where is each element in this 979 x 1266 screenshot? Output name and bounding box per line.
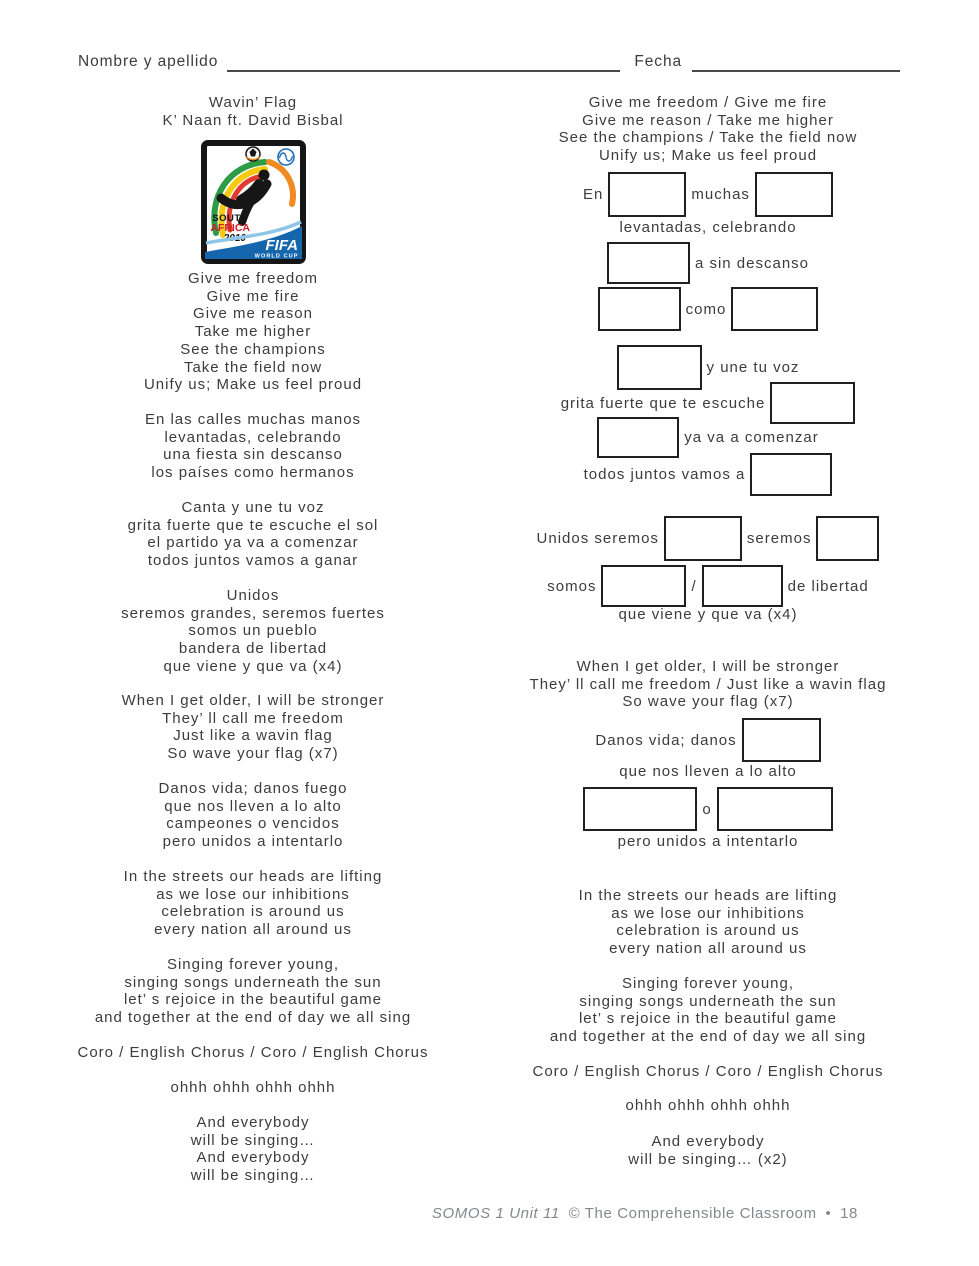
lyric-line: grita fuerte que te escuche el sol — [127, 516, 379, 534]
cloze-text: grita fuerte que te escuche — [560, 394, 766, 412]
cloze-text: Unidos seremos — [536, 530, 659, 547]
lyric-line: Unify us; Make us feel proud — [598, 147, 818, 165]
lyric-line: So wave your flag (x7) — [622, 693, 794, 711]
lyric-line: somos un pueblo — [188, 622, 318, 640]
answer-box — [601, 565, 686, 607]
cloze-text: y une tu voz — [706, 359, 800, 376]
lyric-line: In the streets our heads are lifting — [123, 868, 383, 885]
stanza — [498, 1097, 918, 1115]
lyric-line: ohhh ohhh ohhh ohhh — [170, 1079, 336, 1096]
cloze-text: somos — [547, 577, 597, 595]
lyric-line: let’ s rejoice in the beautiful game — [123, 991, 383, 1009]
lyric-line: When I get older, I will be stronger — [576, 658, 840, 675]
cloze-text: seremos — [746, 530, 812, 547]
lyric-line: Give me freedom — [187, 270, 319, 287]
lyric-line: will be singing… (x2) — [628, 1150, 788, 1168]
lyric-line: seremos grandes, seremos fuertes — [121, 604, 385, 622]
stanza — [43, 956, 463, 1027]
answer-box — [702, 565, 783, 607]
logo-container — [43, 140, 463, 264]
lyric-line: In the streets our heads are lifting — [578, 887, 838, 904]
lyric-line: Give me reason — [193, 305, 313, 323]
lyric-line: and together at the end of day we all sing — [94, 1009, 412, 1027]
lyric-line: let’ s rejoice in the beautiful game — [578, 1010, 838, 1028]
cloze-text: todos juntos vamos a — [583, 466, 746, 483]
stanza — [43, 1044, 463, 1062]
lyric-line: que nos lleven a lo alto — [164, 797, 342, 815]
lyric-line: Canta y une tu voz — [181, 499, 325, 516]
fill-line — [498, 417, 918, 458]
lyric-line: And everybody — [196, 1149, 310, 1167]
logo-fifa-text: FIFA — [265, 237, 298, 254]
page-number: 18 — [840, 1205, 858, 1222]
stanza — [43, 270, 463, 394]
fill-line — [498, 516, 918, 561]
credit-text: © The Comprehensible Classroom — [568, 1205, 817, 1222]
stanza — [43, 780, 463, 851]
answer-box — [597, 417, 679, 458]
fill-line — [498, 172, 918, 217]
lyric-line: que viene y que va (x4) — [163, 657, 343, 675]
date-label: Fecha — [634, 53, 682, 70]
cloze-text: de libertad — [787, 577, 869, 595]
fill-line — [498, 287, 918, 331]
fill-line — [498, 565, 918, 607]
lyric-line: every nation all around us — [609, 940, 807, 958]
stanza — [498, 763, 918, 781]
fifa-emblem-icon — [278, 149, 294, 165]
stanza — [498, 658, 918, 711]
lyric-line: una fiesta sin descanso — [163, 446, 343, 464]
lyric-line: Give me reason / Take me higher — [582, 111, 834, 129]
answer-box — [755, 172, 833, 217]
stanza — [43, 1114, 463, 1185]
lyric-line: Give me fire — [206, 287, 300, 305]
lyric-line: When I get older, I will be stronger — [121, 692, 385, 709]
song-header — [43, 94, 463, 129]
lyric-line: que nos lleven a lo alto — [619, 763, 797, 780]
fill-line — [498, 453, 918, 496]
lyric-line: campeones o vencidos — [166, 815, 340, 833]
lyric-line: celebration is around us — [616, 922, 800, 940]
answer-box — [816, 516, 879, 561]
lyric-line: Give me freedom / Give me fire — [588, 94, 828, 111]
name-label: Nombre y apellido — [78, 53, 219, 70]
fill-line — [498, 242, 918, 284]
lyric-line: Unify us; Make us feel proud — [143, 376, 363, 394]
cloze-text: Danos vida; danos — [595, 731, 737, 749]
lyric-line: Coro / English Chorus / Coro / English Chorus — [77, 1044, 429, 1061]
answer-box — [583, 787, 697, 831]
lyric-line: as we lose our inhibitions — [611, 904, 805, 922]
lyric-line: Danos vida; danos fuego — [158, 780, 348, 797]
series-title: SOMOS 1 Unit 11 — [431, 1205, 560, 1222]
song-artist: K’ Naan ft. David Bisbal — [162, 111, 344, 129]
lyric-line: bandera de libertad — [178, 640, 328, 658]
fifa-world-cup-2010-logo — [201, 140, 306, 264]
stanza — [498, 833, 918, 851]
footer-credit — [432, 1205, 862, 1222]
lyric-line: Coro / English Chorus / Coro / English Chorus — [532, 1063, 884, 1080]
stanza — [43, 499, 463, 570]
answer-box — [742, 718, 821, 762]
stanza — [43, 692, 463, 763]
stanza — [43, 587, 463, 676]
lyric-line: los países como hermanos — [151, 464, 355, 482]
stanza — [498, 94, 918, 165]
cloze-text: como — [685, 300, 727, 318]
fill-line — [498, 787, 918, 831]
stanza — [43, 1079, 463, 1097]
answer-box — [607, 242, 690, 284]
lyric-line: will be singing… — [190, 1131, 316, 1149]
lyric-line: levantadas, celebrando — [164, 428, 342, 446]
cloze-text: a sin descanso — [694, 254, 810, 272]
cloze-column — [498, 0, 918, 1266]
lyric-line: Singing forever young, — [166, 956, 340, 973]
answer-box — [608, 172, 686, 217]
lyric-line: Just like a wavin flag — [173, 727, 333, 745]
stanza — [498, 219, 918, 237]
stanza — [498, 975, 918, 1046]
stanza — [498, 1063, 918, 1081]
footer-separator: • — [825, 1205, 832, 1222]
lyric-line: will be singing… — [190, 1167, 316, 1185]
lyric-line: pero unidos a intentarlo — [162, 833, 344, 851]
cloze-text: o — [702, 800, 712, 818]
lyric-line: See the champions — [180, 340, 326, 358]
lyric-line: See the champions / Take the field now — [558, 129, 858, 147]
stanza — [498, 606, 918, 624]
lyric-line: ohhh ohhh ohhh ohhh — [625, 1097, 791, 1114]
lyric-line: que viene y que va (x4) — [618, 606, 798, 623]
lyric-line: todos juntos vamos a ganar — [147, 552, 359, 570]
logo-year-text: 2010 — [223, 233, 246, 244]
lyric-line: pero unidos a intentarlo — [617, 833, 799, 850]
lyric-line: as we lose our inhibitions — [156, 885, 350, 903]
lyric-line: celebration is around us — [161, 903, 345, 921]
answer-box — [750, 453, 832, 496]
cloze-text: ya va a comenzar — [684, 429, 819, 446]
logo-world-cup-text: WORLD CUP — [254, 253, 298, 260]
answer-box — [598, 287, 681, 331]
lyric-line: Singing forever young, — [621, 975, 795, 992]
lyric-line: They’ ll call me freedom — [162, 709, 344, 727]
lyric-line: levantadas, celebrando — [619, 219, 797, 236]
lyric-line: Unidos — [226, 587, 280, 604]
logo-africa-text: AFRICA — [209, 222, 250, 234]
lyric-line: En las calles muchas manos — [144, 411, 362, 428]
stanza — [43, 868, 463, 939]
lyric-line: every nation all around us — [154, 921, 352, 939]
lyric-line: So wave your flag (x7) — [167, 745, 339, 763]
lyric-line: And everybody — [196, 1114, 310, 1131]
answer-box — [664, 516, 742, 561]
lyric-line: Take the field now — [183, 358, 323, 376]
logo-south-text: SOUTH — [211, 213, 248, 224]
cloze-text: muchas — [691, 186, 750, 203]
cloze-text: En — [583, 186, 604, 203]
stanza — [498, 1133, 918, 1168]
stanza — [498, 887, 918, 958]
stanza — [43, 411, 463, 482]
lyric-line: Take me higher — [194, 323, 312, 341]
lyric-line: singing songs underneath the sun — [579, 992, 837, 1010]
cloze-text: / — [691, 577, 697, 595]
soccer-ball-icon — [246, 147, 260, 161]
lyric-line: They’ ll call me freedom / Just like a wavin flag — [529, 675, 887, 693]
lyric-line: And everybody — [651, 1133, 765, 1150]
lyric-line: singing songs underneath the sun — [124, 973, 382, 991]
song-title: Wavin’ Flag — [208, 94, 298, 111]
lyrics-column — [43, 0, 463, 1266]
answer-box — [717, 787, 833, 831]
lyric-line: and together at the end of day we all sing — [549, 1028, 867, 1046]
fill-line — [498, 718, 918, 762]
answer-box — [731, 287, 818, 331]
lyric-line: el partido ya va a comenzar — [147, 534, 359, 552]
